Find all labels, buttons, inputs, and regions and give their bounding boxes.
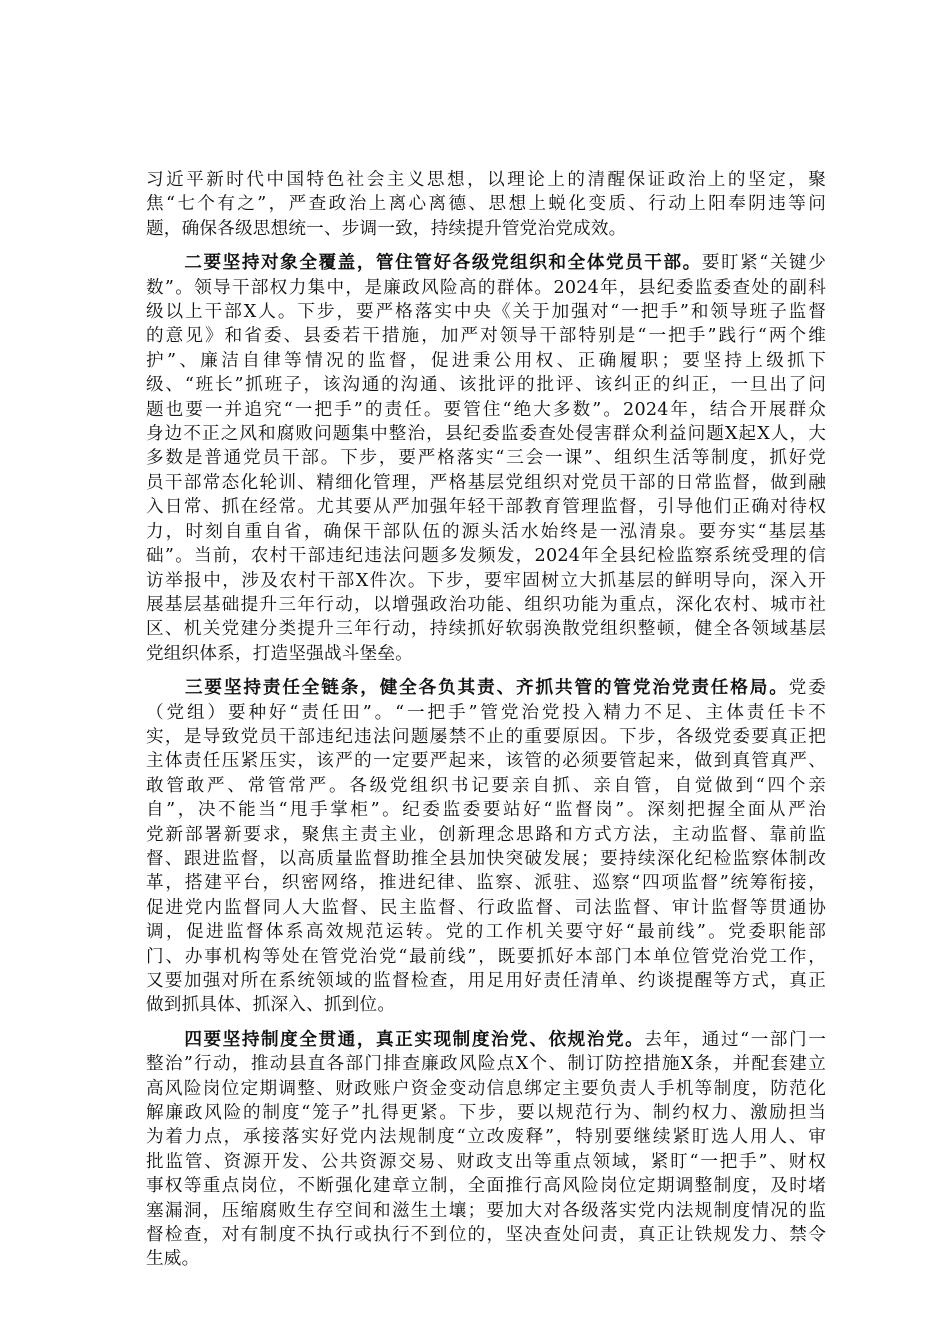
paragraph-two — [146, 251, 826, 666]
paragraph-heading: 四要坚持制度全贯通，真正实现制度治党、依规治党。 — [184, 1028, 645, 1050]
text-line: 督检查，对有制度不执行或执行不到位的，坚决查处问责，真正让铁规发力、禁令 — [146, 1225, 826, 1246]
text-line: 题也要一并追究“一把手”的责任。要管住“绝大多数”。2024年，结合开展群众 — [146, 399, 826, 420]
paragraph-four — [146, 1028, 826, 1272]
text-span: 党委 — [788, 678, 826, 699]
text-line: 展基层基础提升三年行动，以增强政治功能、组织功能为重点，深化农村、城市社 — [146, 594, 826, 615]
text-line: 党组织体系，打造坚强战斗堡垒。 — [146, 643, 413, 664]
text-line: 主体责任压紧压实，该严的一定要严起来，该管的必须要管起来，做到真管真严、 — [146, 751, 826, 772]
text-line: 护”、廉洁自律等情况的监督，促进秉公用权、正确履职；要坚持上级抓下 — [146, 350, 826, 371]
text-span: 要盯紧“关键少 — [701, 253, 826, 274]
text-line: 敢管敢严、常管常严。各级党组织书记要亲自抓、亲自管，自觉做到“四个亲 — [146, 775, 826, 796]
text-line: 做到抓具体、抓深入、抓到位。 — [146, 995, 396, 1016]
text-line: 访举报中，涉及农村干部X件次。下步，要牢固树立大抓基层的鲜明导向，深入开 — [146, 570, 826, 591]
text-line: 整治”行动，推动县直各部门排查廉政风险点X个、制订防控措施X条，并配套建立 — [146, 1054, 826, 1075]
text-line: 数”。领导干部权力集中，是廉政风险高的群体。2024年，县纪委监委查处的副科 — [146, 277, 826, 298]
text-line: 解廉政风险的制度“笼子”扎得更紧。下步，要以规范行为、制约权力、激励担当 — [146, 1103, 826, 1124]
paragraph-continuation — [146, 168, 826, 241]
text-line — [146, 676, 826, 700]
text-line: 的意见》和省委、县委若干措施，加严对领导干部特别是“一把手”践行“两个维 — [146, 326, 826, 347]
text-line: 题，确保各级思想统一、步调一致，持续提升管党治党成效。 — [146, 218, 627, 239]
text-line: 为着力点，承接落实好党内法规制度“立改废释”，特别要继续紧盯选人用人、审 — [146, 1127, 826, 1148]
text-line: 础”。当前，农村干部违纪违法问题多发频发，2024年全县纪检监察系统受理的信 — [146, 546, 826, 567]
paragraph-three — [146, 676, 826, 1018]
text-line: 焦“七个有之”，严查政治上离心离德、思想上蜕化变质、行动上阳奉阴违等问 — [146, 194, 826, 215]
text-line: 级、“班长”抓班子，该沟通的沟通、该批评的批评、该纠正的纠正，一旦出了问 — [146, 375, 826, 396]
text-line: 自”，决不能当“甩手掌柜”。纪委监委要站好“监督岗”。深刻把握全面从严治 — [146, 800, 826, 821]
text-line: 调，促进监督体系高效规范运转。党的工作机关要守好“最前线”。党委职能部 — [146, 922, 826, 943]
paragraph-heading: 二要坚持对象全覆盖，管住管好各级党组织和全体党员干部。 — [184, 252, 702, 274]
paragraph-heading: 三要坚持责任全链条，健全各负其责、齐抓共管的管党治党责任格局。 — [184, 677, 789, 699]
text-line: 党新部署新要求，聚焦主责主业，创新理念思路和方式方法，主动监督、靠前监 — [146, 824, 826, 845]
text-line: 习近平新时代中国特色社会主义思想，以理论上的清醒保证政治上的坚定，聚 — [146, 170, 826, 190]
text-line: 员干部常态化轮训、精细化管理，严格基层党组织对党员干部的日常监督，做到融 — [146, 472, 826, 493]
document-page — [146, 168, 826, 1282]
text-line: 促进党内监督同人大监督、民主监督、行政监督、司法监督、审计监督等贯通协 — [146, 897, 826, 918]
text-line — [146, 251, 826, 275]
text-line: 区、机关党建分类提升三年行动，持续抓好软弱涣散党组织整顿，健全各领域基层 — [146, 619, 826, 640]
text-line: 批监管、资源开发、公共资源交易、财政支出等重点领域，紧盯“一把手”、财权 — [146, 1151, 826, 1172]
text-line: 入日常、抓在经常。尤其要从严加强年轻干部教育管理监督，引导他们正确对待权 — [146, 497, 826, 518]
text-line: 生威。 — [146, 1249, 200, 1270]
text-line: （党组）要种好“责任田”。“一把手”管党治党投入精力不足、主体责任卡不 — [146, 702, 826, 723]
text-line: 身边不正之风和腐败问题集中整治，县纪委监委查处侵害群众利益问题X起X人，大 — [146, 424, 826, 445]
text-line: 塞漏洞，压缩腐败生存空间和滋生土壤；要加大对各级落实党内法规制度情况的监 — [146, 1200, 826, 1221]
text-line: 革，搭建平台，织密网络，推进纪律、监察、派驻、巡察“四项监督”统筹衔接， — [146, 873, 826, 894]
text-line: 高风险岗位定期调整、财政账户资金变动信息绑定主要负责人手机等制度，防范化 — [146, 1078, 826, 1099]
text-span: 去年，通过“一部门一 — [644, 1029, 826, 1050]
text-line: 多数是普通党员干部。下步，要严格落实“三会一课”、组织生活等制度，抓好党 — [146, 448, 826, 469]
text-line: 门、办事机构等处在管党治党“最前线”，既要抓好本部门本单位管党治党工作， — [146, 946, 826, 967]
text-line: 级以上干部X人。下步，要严格落实中央《关于加强对“一把手”和领导班子监督 — [146, 302, 826, 323]
text-line — [146, 1028, 826, 1052]
text-line: 实，是导致党员干部违纪违法问题屡禁不止的重要原因。下步，各级党委要真正把 — [146, 726, 826, 747]
text-line: 又要加强对所在系统领域的监督检查，用足用好责任清单、约谈提醒等方式，真正 — [146, 971, 826, 991]
text-line: 力，时刻自重自省，确保干部队伍的源头活水始终是一泓清泉。要夯实“基层基 — [146, 521, 826, 542]
text-line: 事权等重点岗位，不断强化建章立制，全面推行高风险岗位定期调整制度，及时堵 — [146, 1176, 826, 1197]
text-line: 督、跟进监督，以高质量监督助推全县加快突破发展；要持续深化纪检监察体制改 — [146, 848, 826, 869]
